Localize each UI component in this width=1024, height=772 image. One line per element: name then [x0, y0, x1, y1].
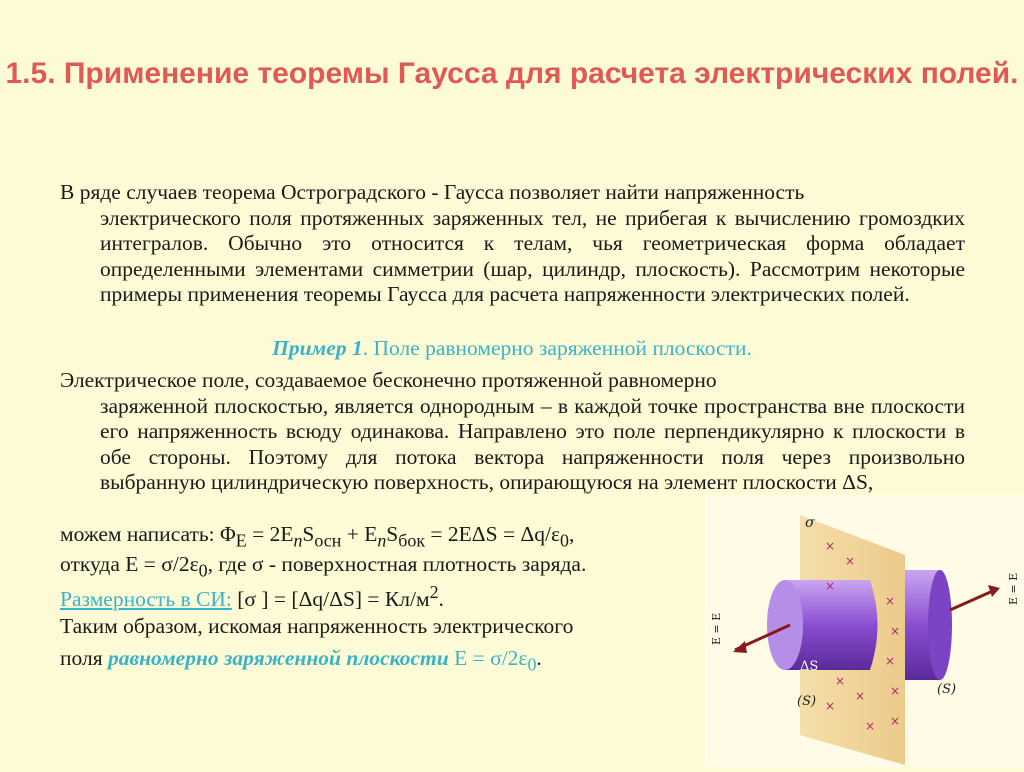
- svg-text:×: ×: [825, 539, 836, 553]
- svg-text:×: ×: [890, 714, 901, 728]
- sigma-label: σ: [805, 515, 815, 531]
- e-left-label: E = E: [710, 612, 723, 645]
- intro-first-line: В ряде случаев теорема Остроградского - Гаусса позволяет найти напряженность: [60, 180, 805, 204]
- left-cylinder-end: [767, 580, 803, 670]
- svg-text:×: ×: [825, 579, 836, 593]
- conclusion-line-1: Таким образом, искомая напряженность электрического: [60, 614, 574, 638]
- page-title: 1.5. Применение теоремы Гаусса для расчета электрических полей.: [5, 57, 1019, 90]
- svg-text:×: ×: [845, 554, 856, 568]
- field-formula: откуда $Е = \sigma/2\varepsilon_0$, где σ - поверхностная плотность заряда.: [60, 552, 587, 581]
- svg-text:×: ×: [825, 699, 836, 713]
- svg-text:×: ×: [890, 684, 901, 698]
- svg-text:×: ×: [890, 624, 901, 638]
- units-link[interactable]: Размерность в СИ:: [60, 587, 232, 612]
- svg-text:×: ×: [885, 654, 896, 668]
- ds-label: ΔS: [800, 659, 819, 674]
- svg-text:×: ×: [885, 594, 896, 608]
- intro-paragraph: [60, 180, 965, 308]
- right-field-arrow: [950, 590, 995, 610]
- conclusion-line-2: поля равномерно заряженной плоскости $Е = \sigma/2\varepsilon_0$.: [60, 646, 542, 675]
- flux-formula: можем написать: $\Phi_E = 2E_nS_{осн} + E_nS_{бок} = 2E\Delta S = \Delta q/\varepsilon_0$,: [60, 522, 575, 551]
- plane-cylinder-figure: [705, 495, 1024, 767]
- svg-text:×: ×: [865, 719, 876, 733]
- example-heading: Пример 1. Поле равномерно заряженной плоскости.: [272, 336, 752, 360]
- field-first-line: Электрическое поле, создаваемое бесконечно протяженной равномерно: [60, 368, 717, 392]
- intro-rest: электрического поля протяженных заряженных тел, не прибегая к вычислению громоздких интегралов. Обычно это относится к телам, чья геометрическая форма обладает определенными элементами симметрии (шар, цилиндр, плоскость). Рассмотрим некоторые примеры применения теоремы Гаусса для расчета напряженности электрических полей.: [100, 205, 965, 306]
- field-paragraph: [60, 368, 965, 496]
- units-line: Размерность в СИ: [σ ] = $[\Delta q/\Delta S] = Кл/м^2$.: [60, 582, 444, 612]
- e-right-label: E = E: [1007, 572, 1020, 605]
- svg-text:×: ×: [835, 674, 846, 688]
- s-right-label: (S): [937, 682, 957, 697]
- svg-text:×: ×: [855, 689, 866, 703]
- field-rest: заряженной плоскостью, является однородным – в каждой точке пространства вне плоскости его напряженность всюду одинакова. Направлено это поле перпендикулярно к плоскости в обе стороны. Поэтому для потока вектора напряженности поля через произвольно выбранную цилиндрическую поверхность, опирающуюся на элемент плоскости ΔS,: [100, 393, 965, 494]
- s-left-label: (S): [797, 694, 817, 709]
